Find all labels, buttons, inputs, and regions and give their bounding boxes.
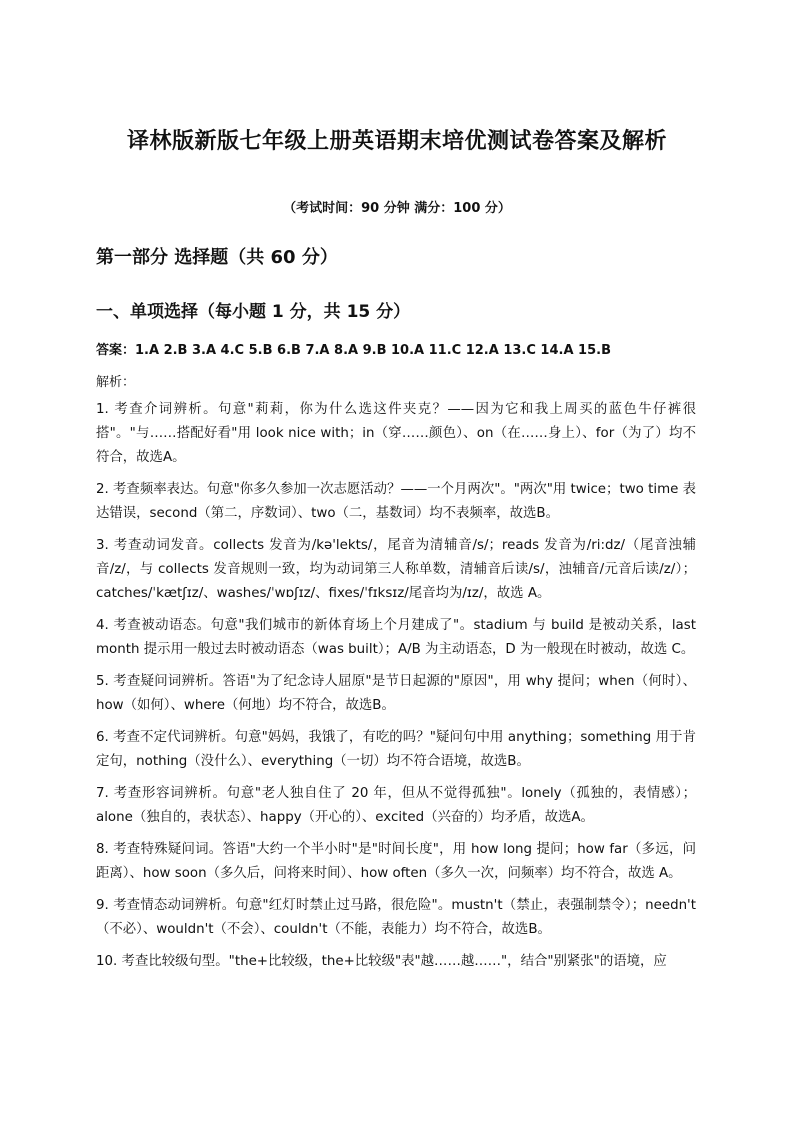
exam-info: （考试时间：90 分钟 满分：100 分） — [283, 201, 511, 216]
analysis-item: 9. 考查情态动词辨析。句意"红灯时禁止过马路，很危险"。mustn't（禁止，表强制禁令）；needn't（不必）、wouldn't（不会）、couldn't（不能，表能力）均不符合，故选B。 — [96, 898, 696, 937]
analysis-item: 6. 考查不定代词辨析。句意"妈妈，我饿了，有吃的吗？"疑问句中用 anything；something 用于肯定句，nothing（没什么）、everything（一切）均不符合语境，故选B。 — [96, 730, 696, 769]
analysis-item: 10. 考查比较级句型。"the+比较级，the+比较级"表"越……越……"，结合"别紧张"的语境，应 — [96, 954, 667, 969]
analysis-list — [96, 398, 696, 982]
document-title: 译林版新版七年级上册英语期末培优测试卷答案及解析 — [126, 129, 667, 154]
answer-key: 答案：1.A 2.B 3.A 4.C 5.B 6.B 7.A 8.A 9.B 10.A 11.C 12.A 13.C 14.A 15.B — [96, 343, 611, 358]
analysis-item: 4. 考查被动语态。句意"我们城市的新体育场上个月建成了"。stadium 与 build 是被动关系，last month 提示用一般过去时被动语态（was built）；A/B 为主动语态，D 为一般现在时被动，故选 C。 — [96, 618, 696, 657]
analysis-item: 2. 考查频率表达。句意"你多久参加一次志愿活动？——一个月两次"。"两次"用 twice；two time 表达错误，second（第二，序数词）、two（二，基数词）均不表频率，故选B。 — [96, 482, 696, 521]
analysis-item: 5. 考查疑问词辨析。答语"为了纪念诗人屈原"是节日起源的"原因"，用 why 提问；when（何时）、how（如何）、where（何地）均不符合，故选B。 — [96, 674, 696, 713]
analysis-item: 1. 考查介词辨析。句意"莉莉，你为什么选这件夹克？——因为它和我上周买的蓝色牛仔裤很搭"。"与……搭配好看"用 look nice with；in（穿……颜色）、on（在……身上）、for（为了）均不符合，故选A。 — [96, 402, 696, 465]
section-heading: 一、单项选择（每小题 1 分，共 15 分） — [96, 302, 411, 322]
analysis-label: 解析： — [96, 375, 136, 390]
part-heading: 第一部分 选择题（共 60 分） — [96, 247, 338, 268]
analysis-item: 7. 考查形容词辨析。句意"老人独自住了 20 年，但从不觉得孤独"。lonely（孤独的，表情感）；alone（独自的，表状态）、happy（开心的）、excited（兴奋的）均矛盾，故选A。 — [96, 786, 696, 825]
analysis-item: 3. 考查动词发音。collects 发音为/kə'lekts/，尾音为清辅音/s/；reads 发音为/ri:dz/（尾音浊辅音/z/，与 collects 发音规则一致，均为动词第三人称单数，清辅音后读/s/，浊辅音/元音后读/z/）；catches/ˈkætʃɪz/、washes/ˈwɒʃɪz/、fixes/ˈfɪksɪz/尾音均为/ɪz/，故选 A。 — [96, 538, 696, 601]
analysis-item: 8. 考查特殊疑问词。答语"大约一个半小时"是"时间长度"，用 how long 提问；how far（多远，问距离）、how soon（多久后，问将来时间）、how often（多久一次，问频率）均不符合，故选 A。 — [96, 842, 696, 881]
